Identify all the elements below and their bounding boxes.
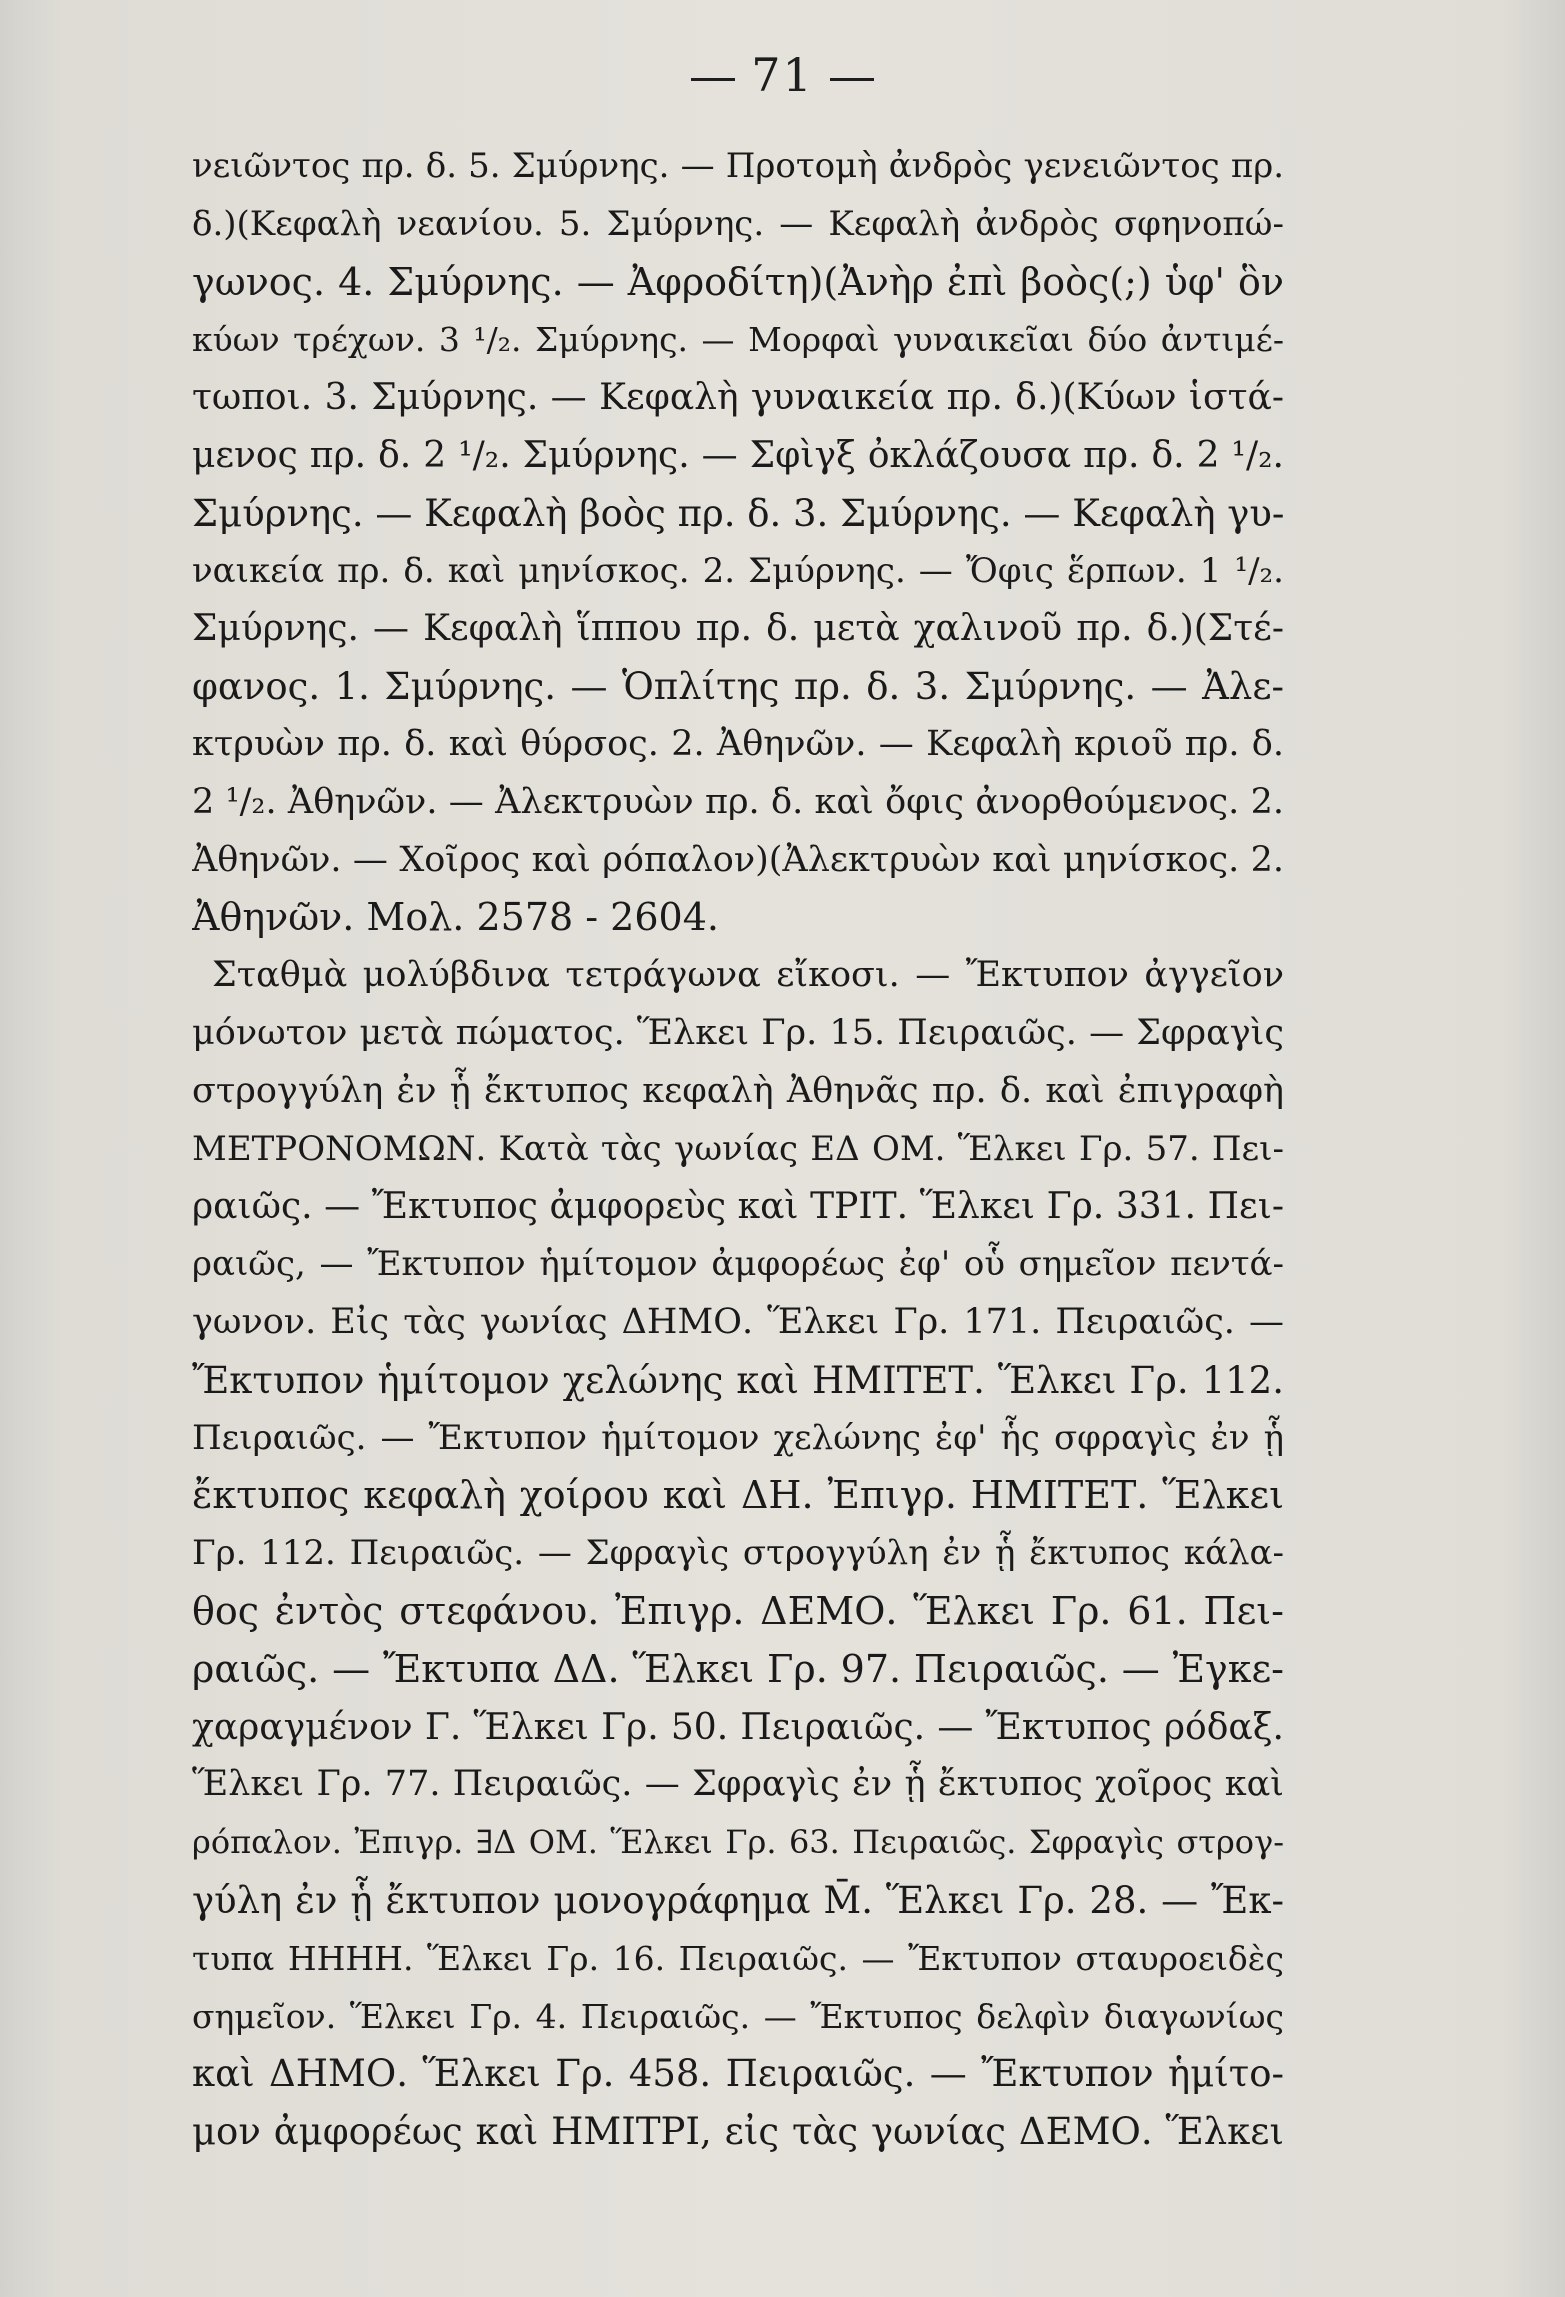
text-line: γωνον. Εἰς τὰς γωνίας ΔΗΜΟ. Ἕλκει Γρ. 171. Πειραιῶς. —: [192, 1301, 1284, 1342]
text-line: τυπα ΗΗΗΗ. Ἕλκει Γρ. 16. Πειραιῶς. — Ἔκτυπον σταυροειδὲς: [192, 1938, 1284, 1978]
text-line: μον ἀμφορέως καὶ ΗΜΙΤΡΙ, εἰς τὰς γωνίας ΔΕΜΟ. Ἕλκει: [192, 2110, 1284, 2154]
text-line: ρόπαλον. Ἐπιγρ. ∃Δ ΟΜ. Ἕλκει Γρ. 63. Πειραιῶς. Σφραγὶς στρογ-: [192, 1823, 1284, 1862]
text-line: ραιῶς. — Ἔκτυπα ΔΔ. Ἕλκει Γρ. 97. Πειραιῶς. — Ἐγκε-: [192, 1646, 1284, 1691]
text-line: Ἕλκει Γρ. 77. Πειραιῶς. — Σφραγὶς ἐν ᾗ ἔκτυπος χοῖρος καὶ: [192, 1764, 1284, 1805]
page-number-dash-right: [830, 78, 874, 81]
text-line: Πειραιῶς. — Ἔκτυπον ἡμίτομον χελώνης ἐφ' ἧς σφραγὶς ἐν ᾗ: [192, 1417, 1284, 1458]
text-line: Ἀθηνῶν. — Χοῖρος καὶ ρόπαλον)(Ἀλεκτρυὼν καὶ μηνίσκος. 2.: [192, 839, 1284, 880]
text-line: μόνωτον μετὰ πώματος. Ἕλκει Γρ. 15. Πειραιῶς. — Σφραγὶς: [192, 1012, 1284, 1053]
text-line: θος ἐντὸς στεφάνου. Ἐπιγρ. ΔΕΜΟ. Ἕλκει Γρ. 61. Πει-: [192, 1588, 1284, 1633]
text-line: καὶ ΔΗΜΟ. Ἕλκει Γρ. 458. Πειραιῶς. — Ἔκτυπον ἡμίτο-: [192, 2052, 1284, 2096]
text-line: γύλη ἐν ᾗ ἔκτυπον μονογράφημα M̄. Ἕλκει Γρ. 28. — Ἔκ-: [192, 1878, 1284, 1922]
text-line: νειῶντος πρ. δ. 5. Σμύρνης. — Προτομὴ ἀνδρὸς γενειῶντος πρ.: [192, 146, 1284, 186]
text-line: χαραγμένον Γ. Ἕλκει Γρ. 50. Πειραιῶς. — Ἔκτυπος ρόδαξ.: [192, 1706, 1284, 1748]
text-line: σημεῖον. Ἕλκει Γρ. 4. Πειραιῶς. — Ἔκτυπος δελφὶν διαγωνίως: [192, 1996, 1284, 2036]
text-line: φανος. 1. Σμύρνης. — Ὁπλίτης πρ. δ. 3. Σμύρνης. — Ἀλε-: [192, 665, 1284, 709]
text-line: ραιῶς, — Ἔκτυπον ἡμίτομον ἀμφορέως ἐφ' οὗ σημεῖον πεντά-: [192, 1244, 1284, 1285]
body-text: [192, 138, 1284, 2161]
text-line: Σμύρνης. — Κεφαλὴ ἵππου πρ. δ. μετὰ χαλινοῦ πρ. δ.)(Στέ-: [192, 608, 1284, 650]
text-line: ἔκτυπος κεφαλὴ χοίρου καὶ ΔΗ. Ἐπιγρ. ΗΜΙΤΕΤ. Ἕλκει: [192, 1473, 1284, 1518]
text-line: κύων τρέχων. 3 ¹/₂. Σμύρνης. — Μορφαὶ γυναικεῖαι δύο ἀντιμέ-: [192, 320, 1284, 360]
text-line: Σμύρνης. — Κεφαλὴ βοὸς πρ. δ. 3. Σμύρνης. — Κεφαλὴ γυ-: [192, 491, 1284, 535]
text-line: στρογγύλη ἐν ᾗ ἔκτυπος κεφαλὴ Ἀθηνᾶς πρ. δ. καὶ ἐπιγραφὴ: [192, 1070, 1284, 1111]
text-line: 2 ¹/₂. Ἀθηνῶν. — Ἀλεκτρυὼν πρ. δ. καὶ ὄφις ἀνορθούμενος. 2.: [192, 781, 1284, 822]
text-line: Ἔκτυπον ἡμίτομον χελώνης καὶ ΗΜΙΤΕΤ. Ἕλκει Γρ. 112.: [192, 1358, 1284, 1402]
text-line: γωνος. 4. Σμύρνης. — Ἀφροδίτη)(Ἀνὴρ ἐπὶ βοὸς(;) ὑφ' ὃν: [192, 259, 1284, 304]
text-line: Γρ. 112. Πειραιῶς. — Σφραγὶς στρογγύλη ἐν ᾗ ἔκτυπος κάλα-: [192, 1533, 1284, 1574]
paragraph-start-line: Σταθμὰ μολύβδινα τετράγωνα εἴκοσι. — Ἔκτυπον ἀγγεῖον: [212, 955, 1284, 996]
page-number: [0, 48, 1565, 102]
text-line: μενος πρ. δ. 2 ¹/₂. Σμύρνης. — Σφὶγξ ὀκλάζουσα πρ. δ. 2 ¹/₂.: [192, 434, 1284, 476]
text-line: ναικεία πρ. δ. καὶ μηνίσκος. 2. Σμύρνης. — Ὄφις ἕρπων. 1 ¹/₂.: [192, 550, 1284, 591]
text-line: δ.)(Κεφαλὴ νεανίου. 5. Σμύρνης. — Κεφαλὴ ἀνδρὸς σφηνοπώ-: [192, 203, 1284, 244]
text-line: κτρυὼν πρ. δ. καὶ θύρσος. 2. Ἀθηνῶν. — Κεφαλὴ κριοῦ πρ. δ.: [192, 723, 1284, 764]
text-line: ραιῶς. — Ἔκτυπος ἀμφορεὺς καὶ ΤΡΙΤ. Ἕλκει Γρ. 331. Πει-: [192, 1186, 1284, 1228]
text-line: τωποι. 3. Σμύρνης. — Κεφαλὴ γυναικεία πρ. δ.)(Κύων ἱστά-: [192, 377, 1284, 419]
page-number-dash-left: [691, 78, 735, 81]
text-line: ΜΕΤΡΟΝΟΜΩΝ. Κατὰ τὰς γωνίας ΕΔ ΟΜ. Ἕλκει Γρ. 57. Πει-: [192, 1128, 1284, 1169]
page-number-value: 71: [751, 48, 814, 102]
text-line: Ἀθηνῶν. Μολ. 2578 - 2604.: [192, 895, 719, 940]
